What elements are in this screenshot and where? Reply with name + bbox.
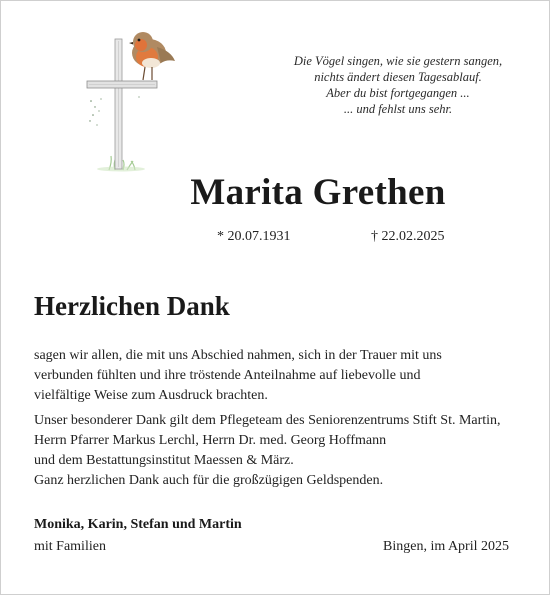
- text-line: Ganz herzlichen Dank auch für die großzügigen Geldspenden.: [34, 473, 384, 488]
- poem-line: ... und fehlst uns sehr.: [343, 102, 453, 116]
- poem-line: Aber du bist fortgegangen ...: [326, 86, 470, 100]
- thanks-paragraph-1: [34, 346, 524, 406]
- text-line: Unser besonderer Dank gilt dem Pflegeteam des Seniorenzentrums Stift St. Martin,: [34, 413, 501, 428]
- deceased-name: Marita Grethen: [190, 172, 446, 213]
- text-line: verbunden fühlten und ihre tröstende Anteilnahme auf liebevolle und: [34, 368, 421, 383]
- death-date: † 22.02.2025: [371, 229, 445, 244]
- poem-line: nichts ändert diesen Tagesablauf.: [314, 70, 482, 84]
- signer-family: mit Familien: [34, 539, 106, 554]
- poem-line: Die Vögel singen, wie sie gestern sangen,: [293, 54, 503, 68]
- signer-names: Monika, Karin, Stefan und Martin: [34, 517, 242, 532]
- text-line: sagen wir allen, die mit uns Abschied nahmen, sich in der Trauer mit uns: [34, 348, 442, 363]
- text-line: und dem Bestattungsinstitut Maessen & März.: [34, 453, 294, 468]
- cross-with-robin-icon: [79, 23, 191, 173]
- text-line: vielfältige Weise zum Ausdruck brachten.: [34, 388, 268, 403]
- poem: [269, 53, 527, 117]
- place-date: Bingen, im April 2025: [383, 539, 509, 554]
- birth-date: * 20.07.1931: [217, 229, 291, 244]
- thanks-heading: Herzlichen Dank: [34, 291, 230, 321]
- text-line: Herrn Pfarrer Markus Lerchl, Herrn Dr. med. Georg Hoffmann: [34, 433, 387, 448]
- thanks-paragraph-2: [34, 411, 524, 491]
